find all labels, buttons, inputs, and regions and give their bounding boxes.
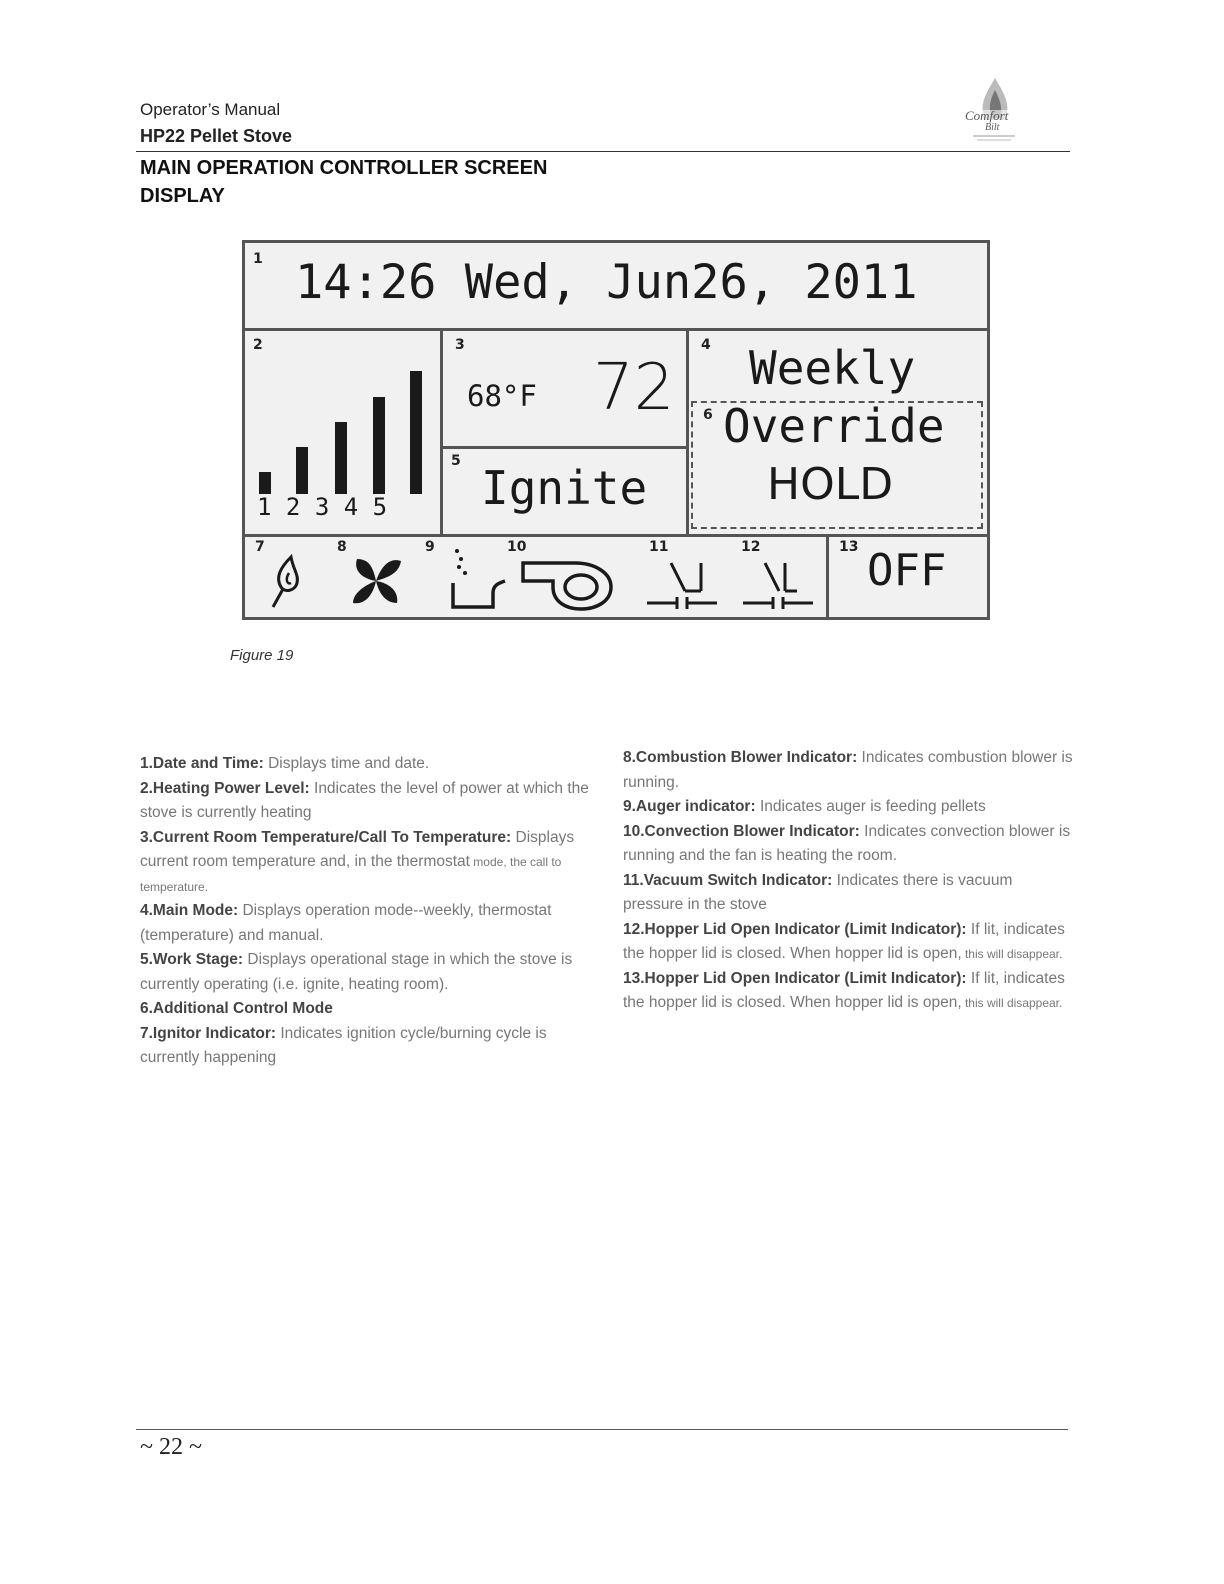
power-bar-4 xyxy=(373,397,385,494)
power-level-region xyxy=(245,331,443,537)
work-stage-text: Ignite xyxy=(481,461,648,515)
region-number: 13 xyxy=(839,539,859,555)
ignitor-icon xyxy=(263,551,313,611)
region-number: 10 xyxy=(507,539,527,555)
list-item: 13.Hopper Lid Open Indicator (Limit Indicator): If lit, indicates the hopper lid is closed. When hopper lid is open, this will disappear. xyxy=(623,969,1065,1011)
power-bar-5 xyxy=(410,371,422,494)
page-number: ~ 22 ~ xyxy=(140,1434,202,1460)
additional-control-region xyxy=(691,401,983,529)
power-label: 4 xyxy=(343,493,359,521)
power-label: 2 xyxy=(285,493,301,521)
indicator-row xyxy=(245,537,829,617)
set-temperature: 68°F xyxy=(467,379,537,413)
region-number: 12 xyxy=(741,539,761,555)
power-label: 5 xyxy=(372,493,388,521)
temperature-region xyxy=(443,331,689,449)
list-item: 11.Vacuum Switch Indicator: Indicates there is vacuum pressure in the stove xyxy=(623,871,1013,913)
figure-caption: Figure 19 xyxy=(230,647,294,664)
list-item: 4.Main Mode: Displays operation mode--weekly, thermostat (temperature) and manual. xyxy=(140,902,552,944)
convection-blower-icon xyxy=(515,547,625,611)
datetime-region xyxy=(245,243,987,331)
main-mode-region xyxy=(689,331,987,537)
footer-rule xyxy=(136,1429,1068,1430)
datetime-text: 14:26 Wed, Jun26, 2011 xyxy=(295,255,918,310)
list-item: 3.Current Room Temperature/Call To Temperature: Displays current room temperature and, in the thermostat mode, the call to temperature. xyxy=(140,828,575,894)
auger-icon xyxy=(443,545,509,611)
work-stage-region xyxy=(443,449,689,537)
left-column xyxy=(140,752,590,1071)
brand-logo xyxy=(955,70,1045,150)
combustion-blower-icon xyxy=(343,553,409,609)
list-item: 7.Ignitor Indicator: Indicates ignition cycle/burning cycle is currently happening xyxy=(140,1024,547,1066)
controller-display xyxy=(242,240,990,620)
region-number: 7 xyxy=(255,539,265,555)
power-labels xyxy=(257,493,387,521)
region-number: 11 xyxy=(649,539,669,555)
list-item: 5.Work Stage: Displays operational stage in which the stove is currently operating (i.e. ignite, heating room). xyxy=(140,951,573,993)
status-text: OFF xyxy=(867,545,947,596)
region-number: 1 xyxy=(253,251,263,267)
vacuum-switch-icon xyxy=(641,557,721,611)
right-column xyxy=(623,746,1073,1016)
region-number: 8 xyxy=(337,539,347,555)
list-item: 8.Combustion Blower Indicator: Indicates combustion blower is running. xyxy=(623,749,1073,791)
product-title: HP22 Pellet Stove xyxy=(140,126,293,146)
list-item: 12.Hopper Lid Open Indicator (Limit Indicator): If lit, indicates the hopper lid is closed. When hopper lid is open, this will disappear. xyxy=(623,920,1065,962)
power-bar-3 xyxy=(335,422,347,494)
power-bar-2 xyxy=(296,447,308,494)
power-bars xyxy=(259,371,429,494)
region-number: 2 xyxy=(253,337,263,353)
hopper-lid-icon xyxy=(737,557,817,611)
list-item: 10.Convection Blower Indicator: Indicates convection blower is running and the fan is heating the room. xyxy=(623,822,1071,864)
main-mode-text: Weekly xyxy=(749,341,916,395)
section-title-line2: DISPLAY xyxy=(140,185,225,207)
power-label: 3 xyxy=(314,493,330,521)
status-region xyxy=(829,537,987,617)
power-bar-1 xyxy=(259,472,271,494)
region-number: 5 xyxy=(451,453,461,469)
header-rule xyxy=(136,151,1070,152)
hold-text: HOLD xyxy=(767,459,894,510)
list-item: 1.Date and Time: Displays time and date. xyxy=(140,755,430,772)
svg-text:Bilt: Bilt xyxy=(985,122,1000,133)
region-number: 9 xyxy=(425,539,435,555)
section-title xyxy=(140,154,547,210)
power-label: 1 xyxy=(257,493,272,521)
list-item: 2.Heating Power Level: Indicates the level of power at which the stove is currently heating xyxy=(140,779,589,821)
region-number: 3 xyxy=(455,337,465,353)
region-number: 6 xyxy=(703,407,713,423)
list-item: 6.Additional Control Mode xyxy=(140,1000,333,1017)
region-number: 4 xyxy=(701,337,711,353)
room-temperature: 72 xyxy=(593,351,675,425)
manual-title: Operator’s Manual xyxy=(140,100,281,119)
svg-text:Comfort: Comfort xyxy=(965,108,1009,123)
list-item: 9.Auger indicator: Indicates auger is feeding pellets xyxy=(623,798,986,815)
section-title-line1: MAIN OPERATION CONTROLLER SCREEN xyxy=(140,157,548,179)
override-text: Override xyxy=(723,399,945,453)
